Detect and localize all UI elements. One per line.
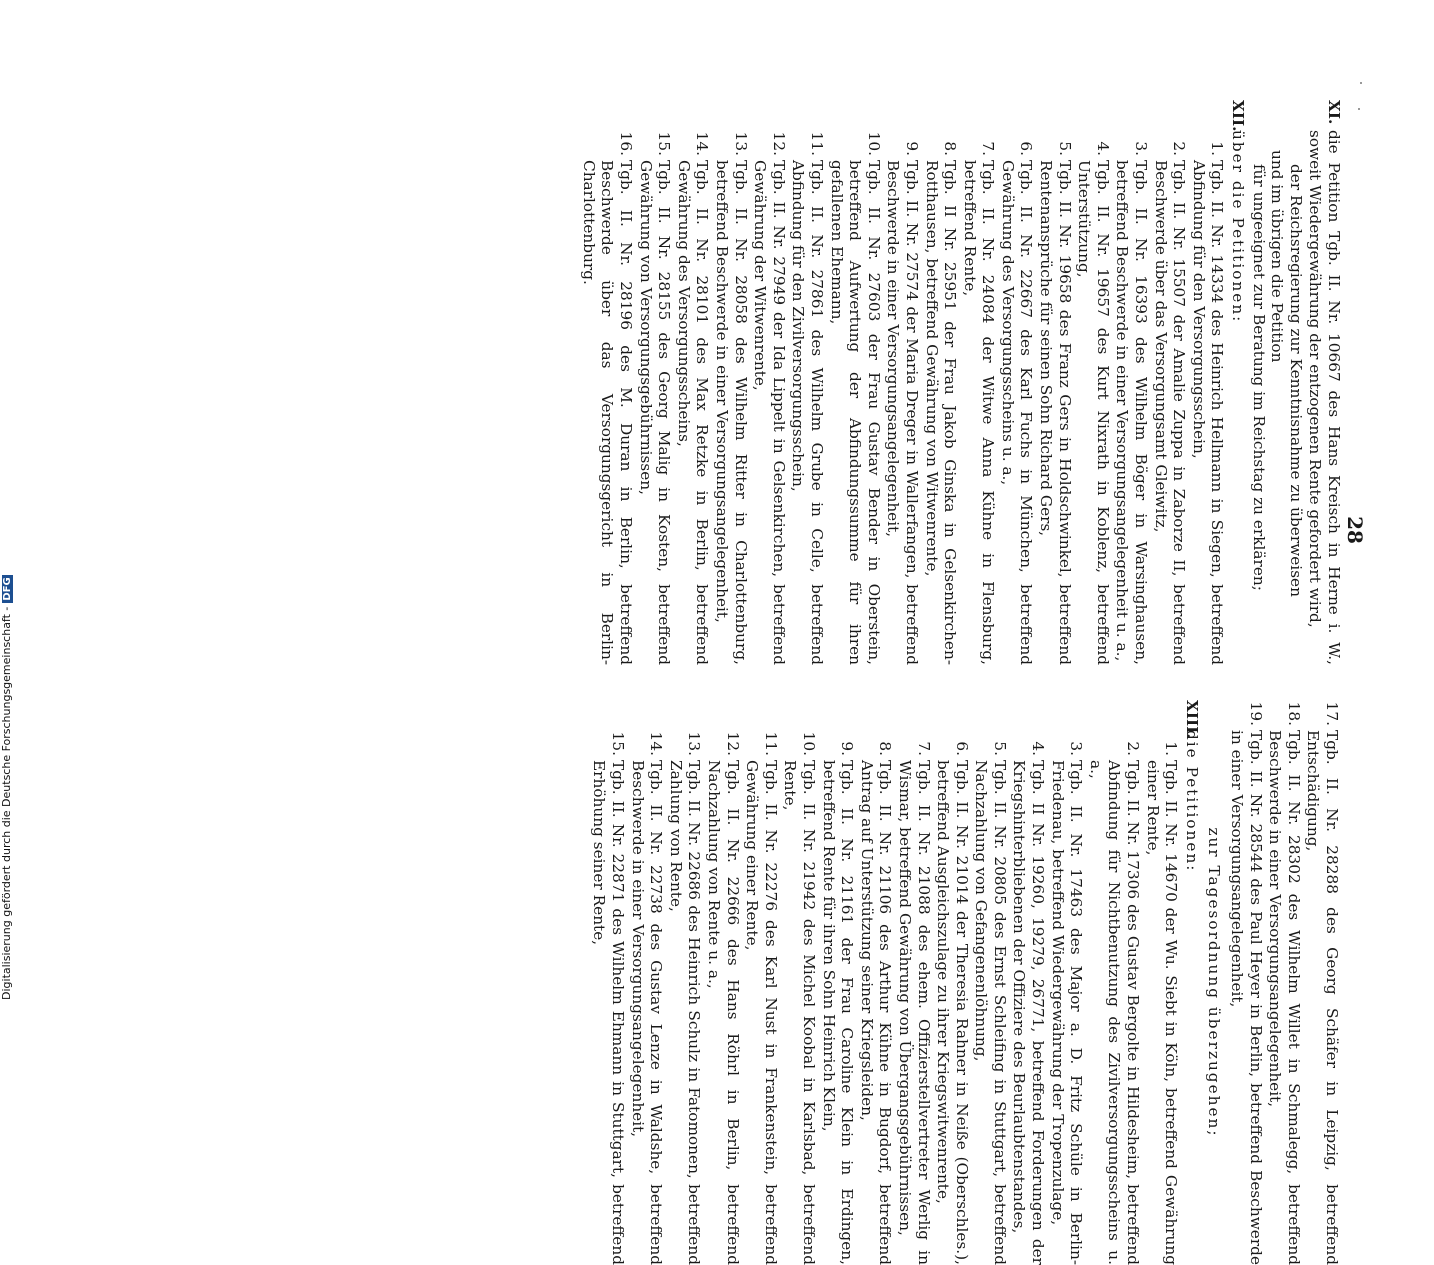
item-number: 11. [807,131,826,156]
item-number: 13. [731,131,750,156]
item-text: Tgb. II. Nr. 27603 der Frau Gustav Bender in Oberstein, betreffend Aufwertung der Abfindungssumme für ihren gefallenen Ehemann, [827,160,883,665]
item-number: 9. [902,141,921,156]
item-number: 1. [1162,741,1181,756]
rotated-document-page [145,100,1375,1265]
page-number: 28 [1343,516,1367,544]
petition-item [1048,730,1085,1265]
item-text: Tgb. II. Nr. 27574 der Maria Dreger in Wallerfangen, betreffend Beschwerde in einer Versorgungsangelegenheit, [884,160,921,665]
item-number: 2. [1124,741,1143,756]
petition-item [998,130,1035,665]
item-number: 5. [990,741,1009,756]
petition-item [960,130,997,665]
item-text: Tgb. II. Nr. 28155 des Georg Malig in Kosten, betreffend Gewährung von Versorgungsgebührnissen, [636,160,674,665]
item-text: Tgb. II. Nr. 27949 der Ida Lippelt in Gelsenkirchen, betreffend Gewährung der Witwenrente, [751,160,788,665]
item-number: 4. [1093,141,1112,156]
petition-item [674,130,711,665]
item-text: Tgb. II. Nr. 14334 des Heinrich Hellmann in Siegen, betreffend Abfindung für den Versorgungsschein, [1189,160,1227,665]
petition-item [1143,730,1180,1265]
item-text: Tgb. II. Nr. 28288 des Georg Schäfer in Leipzig, betreffend Entschädigung, [1304,730,1341,1265]
petition-item [819,730,856,1265]
funding-text: Digitalisierung gefördert durch die Deutsche Forschungsgemeinschaft - [0,606,13,1000]
item-text: Tgb. II. Nr. 20805 des Ernst Schleifing in Stuttgart, betreffend Nachzahlung von Gefangenenlöhnung, [972,760,1009,1265]
petition-item [628,730,665,1265]
petition-item [1113,130,1150,665]
item-number: 16. [617,131,636,156]
item-number: 5. [1055,141,1074,156]
petition-item [579,130,635,665]
item-number: 6. [952,741,971,756]
item-number: 15. [655,131,674,156]
item-text: Tgb. II. Nr. 21942 des Michel Koobal in Karlsbad, betreffend Rente, [781,760,818,1265]
item-number: 3. [1067,741,1086,756]
item-text: Tgb. II. Nr. 24084 der Witwe Anna Kühne in Flensburg, betreffend Rente, [960,160,998,665]
dfg-logo: DFG [2,577,13,601]
petition-item [972,730,1009,1265]
section-xi [1249,100,1343,665]
item-text: Tgb. II. Nr. 21161 der Frau Caroline Klein in Erdingen, betreffend Rente für ihren Sohn Heinrich Klein, [819,760,857,1265]
item-text: Tgb. II. Nr. 22667 des Karl Fuchs in München, betreffend Gewährung des Versorgungsscheins u. a., [998,160,1036,665]
right-column [588,700,1343,1265]
item-number: 6. [1017,141,1036,156]
item-text: Tgb. II. Nr. 28544 des Paul Heyer in Berlin, betreffend Beschwerde in einer Versorgungsangelegenheit, [1228,730,1265,1265]
item-text: Tgb. II. Nr. 21014 der Theresia Rahner in Neiße (Oberschles.), betreffend Ausgleichszulage zu ihrer Kriegswitwenrente, [934,760,971,1265]
item-text: Tgb. II. Nr. 27861 des Wilhelm Grube in Celle, betreffend Abfindung für den Zivilversorgungsschein, [789,160,826,665]
scan-speck [1360,82,1362,84]
item-number: 9. [838,741,857,756]
item-text: Tgb. II. Nr. 22666 des Hans Röhrl in Berlin, betreffend Nachzahlung von Rente u. a., [705,760,742,1265]
section-numeral: XII. [1229,100,1248,132]
agenda-line: zur Tagesordnung überzugehen; [1205,827,1224,1138]
item-text: Tgb. II. Nr. 19658 des Franz Gers in Holdschwinkel, betreffend Rentenansprüche für seinen Sohn Richard Gers, [1037,160,1074,665]
petition-item [1151,130,1188,665]
item-number: 1. [1208,141,1227,156]
section-numeral: XIII. [1182,700,1201,739]
petition-list-continued [1227,700,1341,1265]
section-heading: die Petitionen: [1182,730,1201,873]
petition-list [590,730,1180,1265]
item-number: 10. [799,731,818,756]
petition-item [636,130,673,665]
item-text: Tgb. II. Nr. 17463 des Major a. D. Fritz Schüle in Berlin-Friedenau, betreffend Wiedergewährung der Tropenzulage, [1048,760,1086,1265]
petition-item [1304,700,1341,1265]
item-number: 12. [769,131,788,156]
section-xii [579,100,1247,665]
petition-item [743,730,780,1265]
section-xiii [590,700,1201,1265]
item-text: Tgb. II. Nr. 16393 des Wilhelm Böger in Warsinghausen, betreffend Beschwerde in einer Versorgungsangelegenheit u. a., [1113,160,1151,665]
petition-item [590,730,627,1265]
item-number: 17. [1323,701,1341,726]
item-text: Tgb. II. Nr. 21088 des ehem. Offizierstellvertreter Werlig in Wismar, betreffend Gewährung von Übergangsgebührnissen, [895,760,933,1265]
petition-item [781,730,818,1265]
item-text: Tgb. II. Nr. 22276 des Karl Nust in Frankenstein, betreffend Gewährung einer Rente, [743,760,780,1265]
item-text: Tgb. II. Nr. 19657 des Kurt Nixrath in Koblenz, betreffend Unterstützung, [1075,160,1112,665]
section-heading: über die Petitionen: [1229,130,1248,324]
item-number: 14. [647,731,666,756]
item-number: 3. [1132,141,1151,156]
item-number: 18. [1284,701,1303,726]
petition-item [922,130,959,665]
item-number: 13. [685,731,704,756]
recommendation-line: und im übrigen die Petition [1268,150,1287,363]
petition-list [579,130,1226,665]
item-number: 19. [1246,701,1265,726]
recommendation-line: der Reichsregierung zur Kenntnisnahme zu überweisen [1286,164,1305,597]
petition-item [895,730,932,1265]
item-number: 14. [693,131,712,156]
item-number: 10. [864,131,883,156]
petition-item [712,130,749,665]
petition-item [1227,700,1264,1265]
petition-item [934,730,971,1265]
item-number: 7. [914,741,933,756]
petition-item [857,730,894,1265]
petition-item [1010,730,1047,1265]
item-text: Tgb. II. Nr. 15507 der Amalie Zuppa in Zaborze II, betreffend Beschwerde über das Versorgungsamt Gleiwitz, [1151,160,1189,665]
item-text: Tgb. II. Nr. 21106 des Arthur Kühne in Bugdorf, betreffend Antrag auf Unterstützung seiner Kriegsleiden, [857,760,895,1265]
petition-item [1266,700,1303,1265]
section-numeral: XI. [1325,100,1343,125]
item-number: 12. [723,731,742,756]
petition-item [1086,730,1142,1265]
petition-item [1037,130,1074,665]
item-text: Tgb. II. Nr. 14670 der Wu. Siebt in Köln, betreffend Gewährung einer Rente, [1143,760,1181,1265]
item-text: Tgb. II. Nr. 28101 des Max Retzke in Berlin, betreffend Gewährung des Versorgungsscheins, [674,160,712,665]
item-text: Tgb. II. Nr. 22871 des Wilhelm Ehmann in Stuttgart, betreffend Erhöhung seiner Rente, [590,760,628,1265]
item-number: 15. [609,731,628,756]
petition-item [704,730,741,1265]
item-number: 2. [1170,141,1189,156]
item-text: Tgb. II Nr. 19260, 19279, 26771, betreffend Forderungen der Kriegshinterbliebenen der Offiziere des Beurlaubtenstandes, [1010,760,1048,1265]
item-text: Tgb. II. Nr. 17306 des Gustav Bergolte in Hildesheim, betreffend Abfindung für Nichtbenutzung des Zivilversorgungsscheins u. a., [1086,760,1143,1265]
petition-item [827,130,883,665]
petition-item [1189,130,1226,665]
item-number: 8. [941,141,960,156]
item-text: Tgb. II. Nr. 28058 des Wilhelm Ritter in Charlottenburg, betreffend Beschwerde in einer Versorgungsangelegenheit, [713,160,750,665]
scan-speck [1358,108,1360,110]
recommendation-line: für ungeeignet zur Beratung im Reichstag zu erklären; [1249,164,1268,591]
petition-item [751,130,788,665]
funding-note [0,577,13,1000]
petition-item [666,730,703,1265]
item-text: Tgb. II. Nr. 22686 des Heinrich Schulz in Fatomonen, betreffend Zahlung von Rente, [666,760,704,1265]
petition-item [1075,130,1112,665]
item-number: 7. [979,141,998,156]
item-number: 8. [876,741,895,756]
petition-item [884,130,921,665]
section-text: die Petition Tgb. II. Nr. 10667 des Hans Kreisch in Herne i. W., soweit Wiedergewährung der entzogenen Rente gefordert wird, [1306,130,1343,665]
item-number: 4. [1029,741,1048,756]
petition-item [789,130,826,665]
left-column [577,100,1343,665]
item-text: Tgb. II. Nr. 28196 des M. Duran in Berlin, betreffend Beschwerde über das Versorgungsgericht in Berlin-Charlottenburg. [579,160,636,665]
item-text: Tgb. II. Nr. 28302 des Wilhelm Willet in Schmalegg, betreffend Beschwerde in einer Versorgungsangelegenheit, [1266,730,1303,1265]
section-line [1249,150,1305,665]
item-text: Tgb. II Nr. 25951 der Frau Jakob Ginska in Gelsenkirchen-Rotthausen, betreffend Gewährung von Witwenrente, [922,160,960,665]
item-text: Tgb. II. Nr. 22738 des Gustav Lenze in Waldshe, betreffend Beschwerde in einer Versorgungsangelegenheit, [628,760,666,1265]
item-number: 11. [761,731,780,756]
